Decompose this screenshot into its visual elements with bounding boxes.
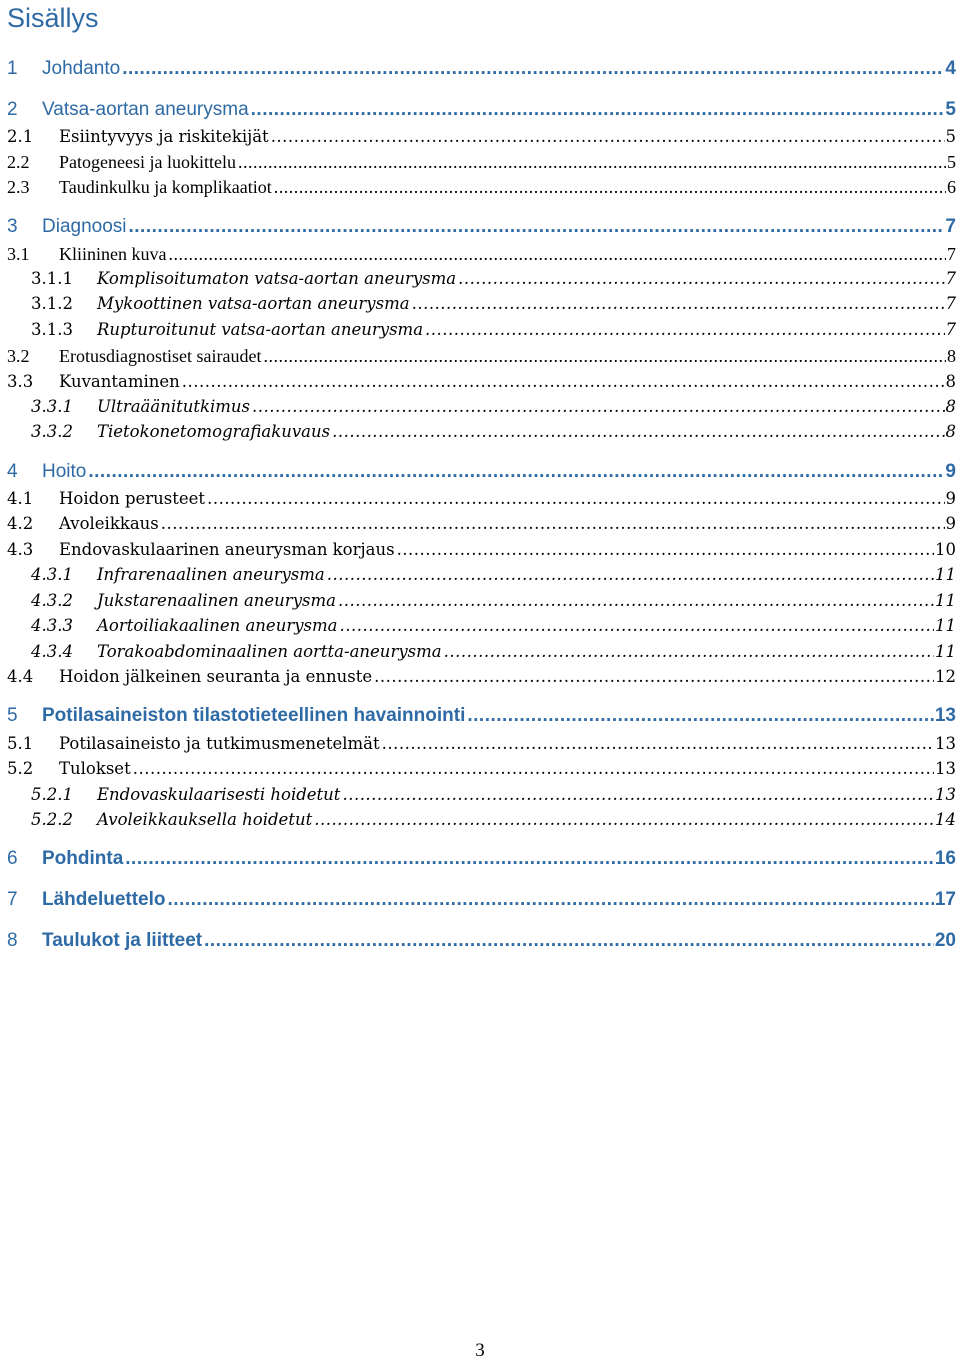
entry-label: Torakoabdominaalinen aortta-aneurysma <box>97 642 442 661</box>
entry-page: 7 <box>945 320 956 339</box>
dot-leader <box>182 370 945 394</box>
entry-page: 13 <box>935 759 956 778</box>
entry-label: Potilasaineiston tilastotieteellinen havainnointi <box>42 705 466 726</box>
entry-page: 8 <box>945 372 956 391</box>
entry-number: 4.3.1 <box>31 565 73 584</box>
toc-entry-4[interactable] <box>7 460 956 484</box>
toc-entry-5-2[interactable] <box>7 757 956 781</box>
entry-page: 5 <box>947 152 956 172</box>
entry-number: 5.1 <box>7 734 34 753</box>
dot-leader <box>274 175 946 199</box>
entry-label: Infrarenaalinen aneurysma <box>97 565 325 584</box>
entry-number: 3.3.1 <box>31 397 73 416</box>
toc-entry-4-3-3[interactable] <box>7 614 956 638</box>
entry-label: Komplisoitumaton vatsa-aortan aneurysma <box>97 269 457 288</box>
entry-number: 1 <box>7 58 18 79</box>
entry-label: Taudinkulku ja komplikaatiot <box>59 177 272 197</box>
toc-entry-2-1[interactable] <box>7 125 956 149</box>
entry-number: 3.1 <box>7 244 30 264</box>
toc-entry-4-3-4[interactable] <box>7 640 956 664</box>
dot-leader <box>412 292 945 316</box>
dot-leader <box>271 125 945 149</box>
entry-page: 11 <box>935 591 956 610</box>
entry-number: 7 <box>7 889 18 910</box>
entry-page: 12 <box>935 667 956 686</box>
entry-label: Patogeneesi ja luokittelu <box>59 152 236 172</box>
entry-label: Hoidon perusteet <box>59 489 206 508</box>
dot-leader <box>133 757 934 781</box>
entry-number: 4.3.4 <box>31 642 73 661</box>
entry-number: 6 <box>7 848 18 869</box>
entry-number: 8 <box>7 930 18 951</box>
entry-label: Johdanto <box>42 58 121 79</box>
entry-page: 9 <box>945 461 956 482</box>
entry-page: 10 <box>935 540 956 559</box>
entry-number: 4.3.3 <box>31 616 73 635</box>
toc-entry-3-3[interactable] <box>7 370 956 394</box>
toc-entry-6[interactable] <box>7 847 956 871</box>
entry-number: 2 <box>7 99 18 120</box>
entry-label: Potilasaineisto ja tutkimusmenetelmät <box>59 734 380 753</box>
entry-page: 16 <box>934 848 956 869</box>
entry-number: 4.2 <box>7 514 34 533</box>
entry-label: Endovaskulaarinen aneurysman korjaus <box>59 540 395 559</box>
entry-page: 7 <box>947 244 956 264</box>
entry-page: 17 <box>934 889 956 910</box>
entry-label: Jukstarenaalinen aneurysma <box>97 591 336 610</box>
entry-page: 4 <box>945 58 956 79</box>
entry-label: Pohdinta <box>42 848 124 869</box>
entry-page: 6 <box>947 177 956 197</box>
entry-page: 5 <box>945 127 956 146</box>
entry-number: 4.1 <box>7 489 34 508</box>
entry-label: Vatsa-aortan aneurysma <box>42 99 249 120</box>
dot-leader <box>397 538 934 562</box>
entry-number: 4.3 <box>7 540 34 559</box>
dot-leader <box>168 888 934 912</box>
entry-label: Lähdeluettelo <box>42 889 166 910</box>
toc-entry-5-1[interactable] <box>7 732 956 756</box>
entry-page: 8 <box>947 346 956 366</box>
entry-label: Taulukot ja liitteet <box>42 930 203 951</box>
entry-number: 2.3 <box>7 177 30 197</box>
entry-number: 3 <box>7 216 18 237</box>
entry-page: 13 <box>935 734 956 753</box>
entry-page: 7 <box>945 269 956 288</box>
entry-label: Avoleikkauksella hoidetut <box>97 810 313 829</box>
entry-page: 11 <box>935 642 956 661</box>
entry-label: Rupturoitunut vatsa-aortan aneurysma <box>97 320 424 339</box>
toc-entry-3-2[interactable] <box>7 344 956 368</box>
entry-number: 5 <box>7 705 18 726</box>
toc-entry-3-1-3[interactable] <box>7 318 956 342</box>
toc-entry-5[interactable] <box>7 704 956 728</box>
entry-number: 3.1.3 <box>31 320 73 339</box>
toc-entry-3-3-1[interactable] <box>7 395 956 419</box>
entry-page: 9 <box>945 489 956 508</box>
dot-leader <box>122 57 944 81</box>
dot-leader <box>444 640 934 664</box>
toc-entry-4-2[interactable] <box>7 512 956 536</box>
dot-leader <box>342 783 934 807</box>
toc-entry-4-4[interactable] <box>7 665 956 689</box>
toc-entry-4-3-2[interactable] <box>7 589 956 613</box>
entry-label: Tietokonetomografiakuvaus <box>97 422 331 441</box>
entry-label: Avoleikkaus <box>59 514 159 533</box>
entry-label: Erotusdiagnostiset sairaudet <box>59 346 262 366</box>
dot-leader <box>238 150 946 174</box>
toc-entry-2[interactable] <box>7 98 956 122</box>
toc-entry-2-3[interactable] <box>7 175 956 199</box>
dot-leader <box>251 98 945 122</box>
toc-entry-2-2[interactable] <box>7 150 956 174</box>
entry-page: 13 <box>934 705 956 726</box>
dot-leader <box>88 460 944 484</box>
dot-leader <box>168 242 946 266</box>
entry-number: 4 <box>7 461 18 482</box>
entry-page: 14 <box>935 810 956 829</box>
dot-leader <box>204 929 934 953</box>
dot-leader <box>425 318 944 342</box>
toc-entry-7[interactable] <box>7 888 956 912</box>
toc-entry-5-2-2[interactable] <box>7 808 956 832</box>
entry-label: Kliininen kuva <box>59 244 167 264</box>
entry-page: 5 <box>945 99 956 120</box>
entry-page: 7 <box>945 294 956 313</box>
dot-leader <box>332 420 944 444</box>
dot-leader <box>382 732 934 756</box>
dot-leader <box>338 589 934 613</box>
toc-entry-4-3-1[interactable] <box>7 563 956 587</box>
dot-leader <box>327 563 934 587</box>
dot-leader <box>129 215 945 239</box>
entry-page: 9 <box>945 514 956 533</box>
entry-number: 3.1.1 <box>31 269 73 288</box>
toc-entry-3-1[interactable] <box>7 242 956 266</box>
entry-label: Endovaskulaarisesti hoidetut <box>97 785 341 804</box>
entry-number: 3.1.2 <box>31 294 73 313</box>
toc-title: Sisällys <box>7 3 99 33</box>
entry-label: Hoito <box>42 461 87 482</box>
entry-number: 5.2.1 <box>31 785 73 804</box>
entry-number: 2.1 <box>7 127 34 146</box>
entry-number: 5.2.2 <box>31 810 73 829</box>
toc-entry-5-2-1[interactable] <box>7 783 956 807</box>
dot-leader <box>467 704 934 728</box>
entry-page: 11 <box>935 616 956 635</box>
entry-number: 5.2 <box>7 759 34 778</box>
entry-page: 8 <box>945 422 956 441</box>
dot-leader <box>125 847 934 871</box>
entry-label: Mykoottinen vatsa-aortan aneurysma <box>97 294 410 313</box>
dot-leader <box>252 395 944 419</box>
toc-entry-4-1[interactable] <box>7 487 956 511</box>
entry-page: 7 <box>945 216 956 237</box>
toc-entry-3-1-1[interactable] <box>7 267 956 291</box>
dot-leader <box>263 344 946 368</box>
entry-label: Kuvantaminen <box>59 372 180 391</box>
dot-leader <box>458 267 944 291</box>
toc-entry-3[interactable] <box>7 215 956 239</box>
entry-number: 4.3.2 <box>31 591 73 610</box>
toc-entry-8[interactable] <box>7 929 956 953</box>
dot-leader <box>314 808 934 832</box>
entry-page: 13 <box>935 785 956 804</box>
entry-label: Ultraäänitutkimus <box>97 397 251 416</box>
entry-number: 3.3.2 <box>31 422 73 441</box>
entry-label: Tulokset <box>59 759 131 778</box>
dot-leader <box>207 487 944 511</box>
entry-number: 3.2 <box>7 346 30 366</box>
entry-label: Esiintyvyys ja riskitekijät <box>59 127 269 146</box>
entry-label: Hoidon jälkeinen seuranta ja ennuste <box>59 667 373 686</box>
dot-leader <box>161 512 945 536</box>
entry-number: 2.2 <box>7 152 30 172</box>
entry-label: Diagnoosi <box>42 216 127 237</box>
entry-page: 8 <box>945 397 956 416</box>
page-number: 3 <box>475 1340 485 1361</box>
toc-entry-4-3[interactable] <box>7 538 956 562</box>
dot-leader <box>374 665 934 689</box>
entry-page: 11 <box>935 565 956 584</box>
dot-leader <box>339 614 934 638</box>
entry-label: Aortoiliakaalinen aneurysma <box>97 616 338 635</box>
toc-entry-3-3-2[interactable] <box>7 420 956 444</box>
entry-number: 4.4 <box>7 667 34 686</box>
entry-page: 20 <box>934 930 956 951</box>
toc-entry-1[interactable] <box>7 57 956 81</box>
toc-entry-3-1-2[interactable] <box>7 292 956 316</box>
entry-number: 3.3 <box>7 372 34 391</box>
